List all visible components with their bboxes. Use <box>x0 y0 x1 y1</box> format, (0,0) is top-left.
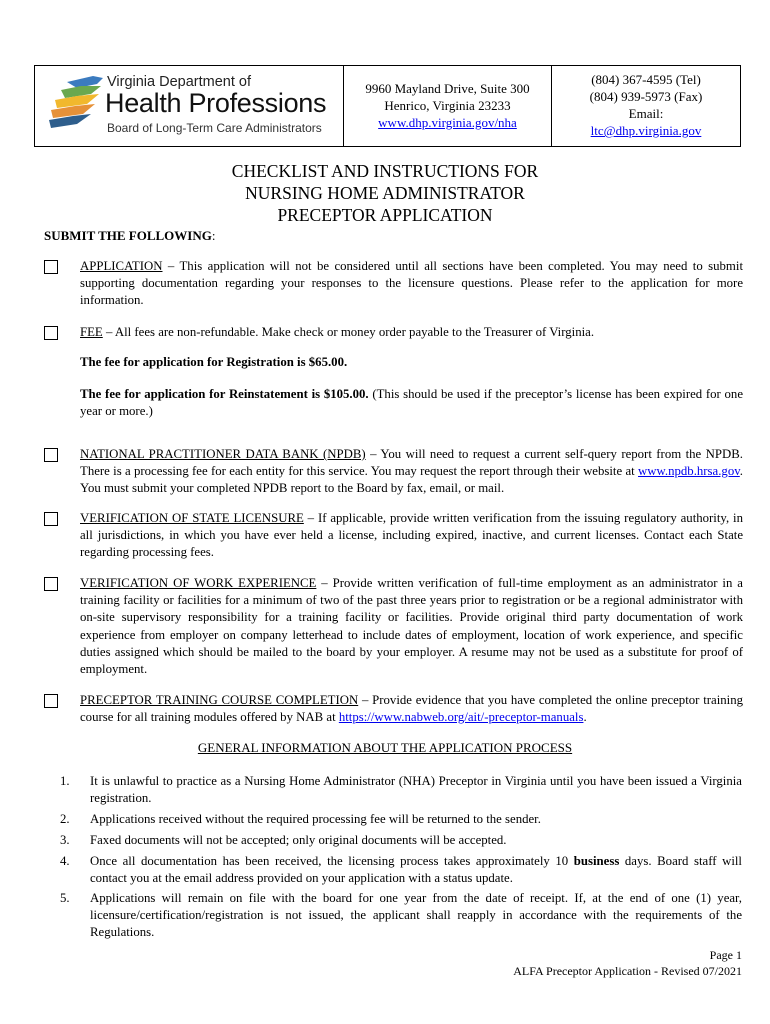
general-info-heading: GENERAL INFORMATION ABOUT THE APPLICATION PROCESS <box>197 740 573 755</box>
phone-fax: (804) 939-5973 (Fax) <box>589 89 703 104</box>
application-label: APPLICATION <box>80 259 163 273</box>
list-text: It is unlawful to practice as a Nursing Home Administrator (NHA) Preceptor in Virginia until you have been issued a Virginia registration. <box>90 774 742 806</box>
training-description-a: – Provide evidence that you have completed the online preceptor training course for all training modules offered by NAB at <box>80 693 743 725</box>
page-footer <box>513 947 742 979</box>
fee-text <box>80 324 743 341</box>
nab-link[interactable]: https://www.nabweb.org/ait/-preceptor-manuals <box>338 710 584 725</box>
fee-reinstatement <box>80 386 743 420</box>
submit-label: SUBMIT THE FOLLOWING <box>44 228 212 243</box>
state-licensure-text <box>80 510 743 562</box>
logo-line-2: Health Professions <box>105 88 327 118</box>
contact-block <box>552 66 740 146</box>
submit-heading <box>44 228 215 244</box>
list-text: Applications will remain on file with the board for one year from the date of receipt. If, at the end of one (1) year, licensure/certification/registration is not issued, the applicant shall reapply in accordance with the requirements of the Regulations. <box>90 891 742 940</box>
phone-tel: (804) 367-4595 (Tel) <box>591 72 701 87</box>
list-text-a: Once all documentation has been received, the licensing process takes approximately 10 <box>90 854 574 868</box>
training-description-b: . <box>583 710 587 725</box>
virginia-map-logo-icon <box>47 72 105 134</box>
logo-line-1: Virginia Department of <box>107 74 252 90</box>
list-text-b: days. Board staff will contact you at the email address provided on your application with a status update. <box>90 854 742 886</box>
fee-reinstatement-note: (This should be used if the preceptor’s license has been expired for one year or more.) <box>80 387 744 419</box>
checkbox-fee[interactable] <box>44 326 58 340</box>
submit-colon: : <box>211 228 216 243</box>
application-description: – This application will not be considered until all sections have been completed. You may need to submit supporting documentation regarding your responses to the licensure questions. Please refer to the application for more information. <box>80 259 743 308</box>
address-line-2: Henrico, Virginia 23233 <box>384 98 511 113</box>
revision-note: ALFA Preceptor Application - Revised 07/2021 <box>513 964 742 978</box>
email-label: Email: <box>628 106 664 121</box>
list-number: 1. <box>60 774 70 788</box>
work-experience-description: – Provide written verification of full-time employment as an administrator in a training facility or facilities for a minimum of two of the past three years prior to registration or be a regional administrator with on-site supervisory responsibility for a training facility or facilities. Provide original third party documentation of work experience from employer on company letterhead to include dates of employment, location of work experience, and specific duties assigned which should be mailed to the board by your employer. A resume may not be used as a substitute for proof of employment. <box>80 576 743 677</box>
state-licensure-label: VERIFICATION OF STATE LICENSURE <box>80 511 304 525</box>
npdb-label: NATIONAL PRACTITIONER DATA BANK (NPDB) <box>80 447 366 461</box>
list-number: 3. <box>60 833 70 847</box>
fee-description: – All fees are non-refundable. Make check or money order payable to the Treasurer of Virginia. <box>102 325 595 339</box>
npdb-description-b: . You must submit your completed NPDB report to the Board by fax, email, or mail. <box>80 464 743 496</box>
website-link[interactable]: www.dhp.virginia.gov/nha <box>378 115 517 130</box>
page-number: Page 1 <box>709 948 742 962</box>
checkbox-work-experience[interactable] <box>44 577 58 591</box>
state-licensure-description: – If applicable, provide written verification from the issuing regulatory authority, in all jurisdictions, in which you have ever held a license, including expired, inactive, and current licenses. Contact each State regarding processing fees. <box>80 511 743 560</box>
checkbox-application[interactable] <box>44 260 58 274</box>
title-line-2: NURSING HOME ADMINISTRATOR <box>245 183 525 203</box>
npdb-link[interactable]: www.npdb.hrsa.gov <box>638 464 740 479</box>
title-line-3: PRECEPTOR APPLICATION <box>277 205 493 225</box>
npdb-description-a: – You will need to request a current self-query report from the NPDB. There is a processing fee for each entity for this service. You may request the report through their website at <box>80 447 743 479</box>
checkbox-state-licensure[interactable] <box>44 512 58 526</box>
training-text <box>80 692 743 726</box>
list-text <box>90 853 742 887</box>
address-line-1: 9960 Mayland Drive, Suite 300 <box>365 81 530 96</box>
application-text <box>80 258 743 310</box>
fee-registration: The fee for application for Registration is $65.00. <box>80 355 348 369</box>
work-experience-text <box>80 575 743 678</box>
list-text: Applications received without the required processing fee will be returned to the sender. <box>90 812 541 826</box>
fee-reinstatement-bold: The fee for application for Reinstatement is $105.00. <box>80 387 369 401</box>
checkbox-npdb[interactable] <box>44 448 58 462</box>
list-number: 5. <box>60 891 70 905</box>
list-number: 4. <box>60 854 70 868</box>
list-number: 2. <box>60 812 70 826</box>
work-experience-label: VERIFICATION OF WORK EXPERIENCE <box>80 576 317 590</box>
fee-label: FEE <box>80 325 103 339</box>
checkbox-training[interactable] <box>44 694 58 708</box>
page-title <box>0 160 770 226</box>
email-link[interactable]: ltc@dhp.virginia.gov <box>590 123 702 138</box>
address-block <box>344 66 552 146</box>
title-line-1: CHECKLIST AND INSTRUCTIONS FOR <box>231 161 539 181</box>
letterhead <box>34 65 741 147</box>
training-label: PRECEPTOR TRAINING COURSE COMPLETION <box>80 693 359 707</box>
dhp-logo <box>35 66 344 146</box>
logo-line-3: Board of Long-Term Care Administrators <box>107 121 322 135</box>
npdb-text <box>80 446 743 498</box>
list-text: Faxed documents will not be accepted; only original documents will be accepted. <box>90 833 507 847</box>
list-text-bold: business <box>573 854 620 868</box>
